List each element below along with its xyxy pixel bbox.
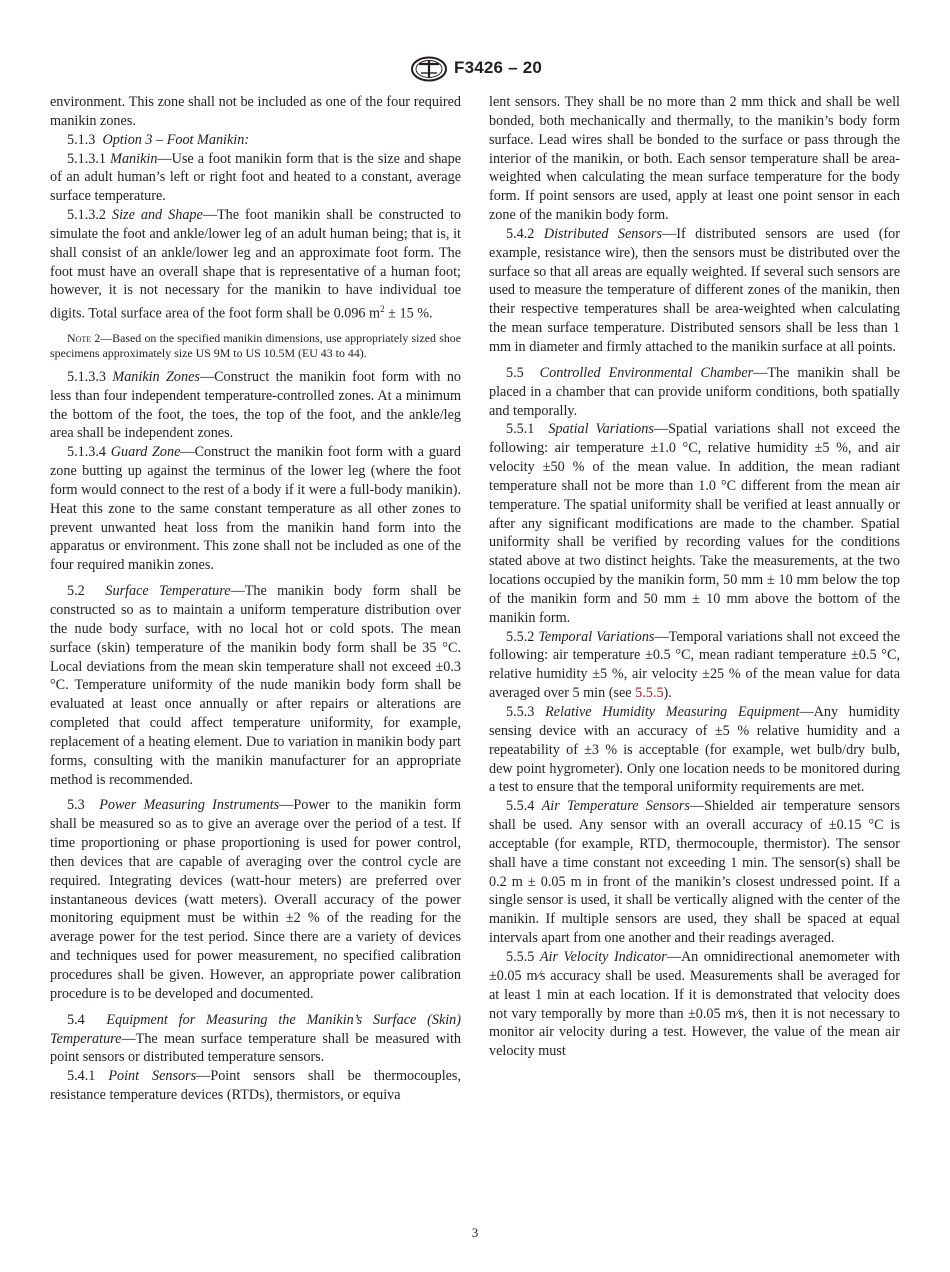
- document-id: F3426 – 20: [454, 58, 543, 77]
- section-5-1-3: 5.1.3 Option 3 – Foot Manikin:: [67, 131, 250, 148]
- section-5-1-3-2: 5.1.3.2 Size and Shape—The foot manikin shall be constructed to simulate the foot and ankle/lower leg of an adult human being; that is, it shall consist of an ankle/lower leg and an approximate foot form. The foot must have an overall shape that is representative of a human foot; however, it is not necessary for the manikin to have individual toe digits. Total surface area of the foot form shall be 0.096 $m^2 \pm 15$ %.: [50, 207, 461, 323]
- section-5-5-5: 5.5.5 Air Velocity Indicator—An omnidirectional anemometer with ±0.05 m⁄s accuracy shall be used. Measurements shall be averaged for at least 1 min at each location. If it is demonstrated that velocity does not vary temporally by more than ±0.05 m⁄s, then it is not necessary to monitor air velocity during a test. However, the value of the mean air velocity must: [489, 948, 900, 1060]
- section-5-4-2: 5.4.2 Distributed Sensors—If distributed sensors are used (for example, resistance wire), then the sensors must be distributed over the surface so that all areas are equally weighted. If several such sensors are used to measure the temperature of different zones of the manikin, then their respective temperatures shall be area-weighted when calculating the mean surface temperature. Distributed sensors shall be less than 1 mm in diameter and firmly attached to the manikin surface at all points.: [489, 225, 901, 355]
- section-5-5-2: 5.5.2 Temporal Variations—Temporal variations shall not exceed the following: air temperature ±0.5 °C, mean radiant temperature ±0.5 °C, relative humidity ±5 %, air velocity ±25 % of the mean value for data averaged over 5 min (see 5.5.5).: [489, 628, 900, 702]
- note-2: Note 2—Based on the specified manikin dimensions, use appropriately sized shoe specimens approximately size US 9M to US 10.5M (EU 43 to 44).: [50, 330, 461, 360]
- section-5-1-3-3: 5.1.3.3 Manikin Zones—Construct the manikin foot form with no less than four independent temperature-controlled zones. At a minimum the bottom of the foot, the toes, the top of the foot, and the ankle/leg area shall be independent zones.: [50, 368, 462, 442]
- section-5-1-3-4: 5.1.3.4 Guard Zone—Construct the manikin foot form with a guard zone butting up against the terminus of the lower leg (where the foot form would connect to the rest of a body if it were a full-body manikin). Heat this zone to the same constant temperature as all other zones to prevent unwanted heat loss from the manikin hand form into the apparatus or environment. This zone shall not be included as one of the four required manikin zones.: [50, 444, 462, 574]
- section-5-5: 5.5 Controlled Environmental Chamber—The manikin shall be placed in a chamber that can provide uniform conditions, both spatially and temporally.: [489, 364, 900, 419]
- section-5-3: 5.3 Power Measuring Instruments—Power to the manikin form shall be measured so as to give an average over the period of a test. If time proportioning or phase proportioning is used for power control, then devices that are capable of averaging over the control cycle are required. Integrating devices (watt-hour meters) are preferred over instantaneous devices (watt meters). Overall accuracy of the power monitoring equipment must be within ±2 % of the reading for the average power for the test period. Since there are a variety of devices and techniques used for power measurement, no specified calibration procedures shall be given. However, an appropriate power calibration procedure is to be developed and documented.: [50, 797, 461, 1002]
- section-5-5-1: 5.5.1 Spatial Variations—Spatial variations shall not exceed the following: air temperature ±1.0 °C, relative humidity ±5 %, and air velocity ±50 % of the mean value. In addition, the mean radiant temperature shall not be more than 1.0 °C different from the mean air temperature. The spatial uniformity shall be verified at least annually or after any significant modifications are made to the chamber. Spatial uniformity shall be verified by recording values for the conditions stated above at two distinct heights. Take the measurements, at the two locations occupied by the manikin form, 50 mm ± 10 mm below the top of the manikin form and 50 mm ± 10 mm above the bottom of the manikin form.: [489, 421, 901, 626]
- section-5-2: 5.2 Surface Temperature—The manikin body form shall be constructed so as to maintain a uniform temperature distribution over the nude body surface, with no local hot or cold spots. The mean surface (skin) temperature of the manikin body form shall be 35 °C. Local deviations from the mean skin temperature shall not exceed ±0.3 °C. Temperature uniformity of the nude manikin body form shall be evaluated at least once annually or after repairs or alterations are completed that could affect temperature uniformity, for example, replacement of a heating element. Due to variation in manikin body part forms, consulting with the manikin manufacturer for an appropriate method is recommended.: [50, 583, 461, 788]
- paragraph: lent sensors. They shall be no more than 2 mm thick and shall be well bonded, both mechanically and thermally, to the manikin’s body form surface. Lead wires shall be bonded to the surface or pass through the interior of the manikin, or both. Each sensor temperature shall be area-weighted when calculating the mean surface temperature for the body form. If point sensors are used, apply at least one point sensor in each zone of the manikin body form.: [489, 94, 900, 224]
- left-column: [50, 93, 461, 1105]
- page-number: 3: [471, 1225, 479, 1240]
- page-header: [0, 56, 950, 82]
- section-5-1-3-1: 5.1.3.1 Manikin—Use a foot manikin form that is the size and shape of an adult human’s left or right foot and heated to a constant, average surface temperature.: [50, 150, 461, 205]
- section-5-5-5-link[interactable]: 5.5.5: [635, 685, 664, 702]
- section-5-4: 5.4 Equipment for Measuring the Manikin’s Surface (Skin) Temperature—The mean surface temperature shall be measured with point sensors or distributed temperature sensors.: [50, 1011, 462, 1066]
- section-5-4-1: 5.4.1 Point Sensors—Point sensors shall be thermocouples, resistance temperature devices (RTDs), thermistors, or equiva: [50, 1068, 462, 1104]
- astm-logo-icon: [410, 56, 448, 82]
- section-5-5-3: 5.5.3 Relative Humidity Measuring Equipment—Any humidity sensing device with an accuracy of ±5 % relative humidity and a repeatability of ±3 % is acceptable (for example, wet bulb/dry bulb, dew point hygrometer). Only one location needs to be monitored during a test to ensure that the temporal uniformity requirements are met.: [489, 704, 901, 796]
- section-5-5-4: 5.5.4 Air Temperature Sensors—Shielded air temperature sensors shall be used. Any sensor with an overall accuracy of ±0.15 °C is acceptable (for example, RTD, thermocouple, thermistor). The sensor shall have a time constant not exceeding 1 min. The sensor(s) shall be 0.2 m ± 0.05 m in front of the manikin’s closest undressed point. If a single sensor is used, it shall be vertically aligned with the center of the manikin. If multiple sensors are used, they shall be spaced at equal intervals apart from one another and their readings averaged.: [489, 798, 901, 947]
- right-column: [489, 93, 900, 1061]
- paragraph: environment. This zone shall not be included as one of the four required manikin zones.: [50, 94, 461, 129]
